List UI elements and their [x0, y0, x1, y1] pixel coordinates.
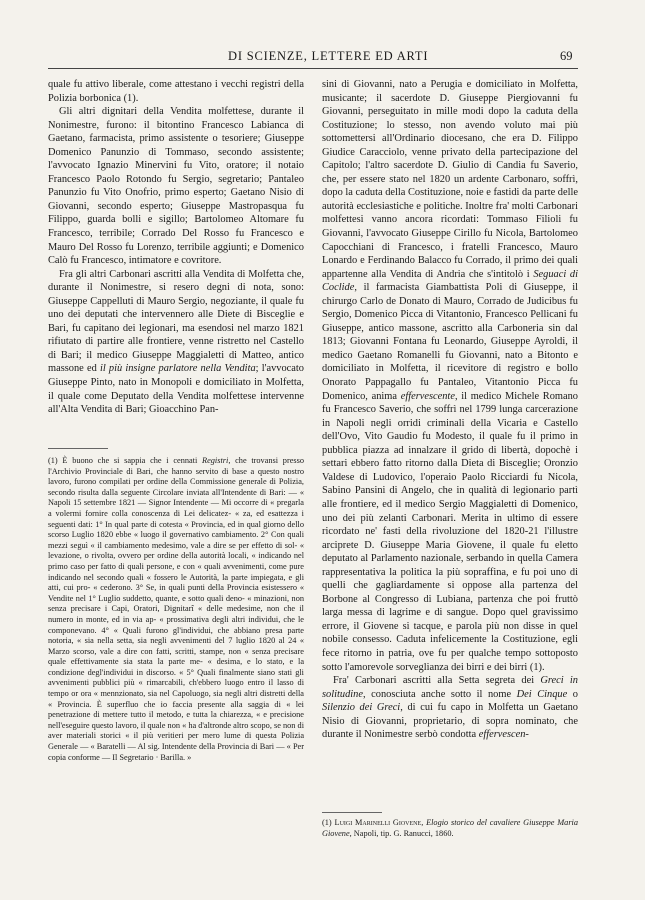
footnote-rule	[322, 812, 382, 813]
paragraph	[322, 78, 578, 674]
text-run: Fra' Carbonari ascritti alla Setta segreta dei	[333, 675, 535, 687]
text-run: (1) È buono che si sappia che i cennati	[48, 456, 198, 465]
text-run: o	[572, 688, 578, 700]
left-column	[48, 78, 304, 417]
text-run: Fra gli altri Carbonari ascritti alla Vendita di Molfetta che, durante il Nonimestre, si resero degni di nota, sono: Giuseppe Cappelluti di Mauro Sergio, negoziante, il quale fu uno dei deputati che intervennero alle Diete di Bisceglie e Bari, fu capitano dei legionari, ma esendosi nel marzo 1821 rifiutato di partire alle frontiere, venne ristretto nel Castello di Bari; il medico Giuseppe Maggialetti di Matteo, antico massone ed	[48, 268, 304, 375]
right-footnote	[322, 818, 578, 839]
text-run: , conosciuta anche sotto il nome	[362, 688, 512, 700]
text-run: sini di Giovanni, nato a Perugia e domiciliato in Molfetta, musicante; il sacerdote D. Giuseppe Piergiovanni fu Giovanni, perseguitato in mille modi dopo la caduta della Costituzione; lo stesso, non avendo voluto mai più sottomettersi all'Ordinario diocesano, che era D. Filippo Giudice Caracciolo, venne privato della partecipazione del Capitolo; l'altro sacerdote D. Giulio di Candia fu Saverio, che, per essere stato nel 1820 un ardente Carbonaro, soffrì, dopo la caduta della Costituzione, noie e fastidi da parte delle autorità ecclesiastiche e politiche. Inoltre fra' molti Carbonari molfettesi vanno ancora ricordati: Tommaso Filioli fu Giovanni, l'avvocato Giuseppe Cirillo fu Nicola, Bartolomeo Capocchiani di Francesco, i fratelli Francesco, Mauro Lonardo e Ferdinando Balacco fu Corrado, il primo dei quali appartenne alla Vendita di Andria che s'intitolò i	[322, 79, 578, 280]
text-run: , il farmacista Giambattista Poli di Giuseppe, il chirurgo Carlo de Donato di Mauro, Corrado de Judicibus fu Sergio, Domenico Picca di Vitantonio, Francesco Pellicani fu Giuseppe, antico massone, ascritto alla Carboneria sin dal 1813; Giovanni Fontana fu Leonardo, Giuseppe Ayroldi, il medico Gaetano Romanelli fu Giovanni, nato a Bitonto e domiciliato in Molfetta, il ricevitore di registro e bollo Onorato Pappagallo fu Pantaleo, Vitantonio Picca fu Domenico, anima	[322, 282, 578, 402]
italic-text: Greci in solitudine	[322, 675, 578, 700]
text-run: (1)	[322, 818, 332, 827]
author-name: Luigi Marinelli Giovene	[334, 818, 422, 827]
footnote-text: (1) Luigi Marinelli Giovene, Elogio storico del cavaliere Giuseppe Maria Giovene, Napoli, tip. G. Ranucci, 1860.	[322, 818, 578, 838]
page-number: 69	[560, 49, 573, 63]
italic-text: Elogio storico del cavaliere Giuseppe Maria Giovene	[322, 818, 578, 838]
text-run: , di cui fu capo in Molfetta un Gaetano Nisio di Giovanni, proprietario, di sopra nominato, che durante il Nonimestre serbò condotta	[322, 702, 578, 741]
running-title: DI SCIENZE, LETTERE ED ARTI	[228, 49, 429, 63]
footnote-text	[48, 456, 304, 763]
italic-text: effervescente	[400, 390, 455, 402]
right-column	[322, 78, 578, 742]
italic-text: Dei Cinque	[516, 688, 568, 700]
italic-text: Silenzio dei Greci	[322, 702, 401, 714]
paragraph: Gli altri dignitari della Vendita molfettese, durante il Nonimestre, furono: il bitontino Francesco Labianca di Gaetano, farmacista, primo assistente o tesoriere; Giuseppe Domenico Panunzio di Tommaso, secondo assistente; l'avvocato Ignazio Minervini fu Vito, oratore; il notaio Francesco Paolo Rotondo fu Sergio, segretario; Pantaleo Panunzio fu Vito Onofrio, primo esperto; Gaetano Nisio di Giovanni, secondo esperto; Giuseppe Mastropasqua fu Filippo, guarda bolli e sigillo; Bartolomeo Altomare fu Francesco, terribile; Corrado Del Rosso fu Francesco e Mauro Del Rosso fu Lorenzo, terribile aggiunti; e Domenico Calò fu Francesco, intimatore e covritore.	[48, 106, 304, 267]
text-run: ; l'avvocato Giuseppe Pinto, nato in Monopoli e domiciliato in Molfetta, il quale come Deputato della Vendita molfettese intervenne all'Alta Vendita di Bari; Gioacchino Pan-	[48, 363, 304, 416]
text-run: , il medico Michele Romano fu Francesco Saverio, che soffrì nel 1799 lunga carcerazione in Napoli negli orridi criminali della Vicaria e Castello dell'Ovo, Vito Gaudio fu Modesto, il quale fu il primo in pubblica piazza ad innalzare il grido di libertà, dopochè i settari ebbero fatto ritorno dalla Dieta di Bisceglie; Oronzio Valdese di Ludovico, l'operaio Paolo Ricciardi fu Nicola, Sabino Pansini di Angelo, che in qualità di legionario partì alle frontiere, ed il medico Sergio Maggialetti di Domenico, uno dei più zelanti Carbonari. Merita in ultimo di essere ricordato ne' fasti della rivoluzione del 1820-21 l'illustre arciprete D. Giuseppe Maria Giovene, il quale fu eletto deputato al Parlamento nazionale, serbando in quella Camera rappresentativa la politica la più sopraffina, e fu poi uno di quelli che gagliardamente si oppose alla partenza del Borbone al Congresso di Lubiana, partenza che poi fruttò larga messa di lagrime e di sangue. Dopo quel gravissimo errore, il Giovene si tacque, e parola più non disse in quel nobile consesso. Caduta infelicemente la Costituzione, egli fece ritorno in patria, ove fu per qualche tempo sottoposto sotto l'amorevole sorveglianza dei birri e dei birri (1).	[322, 390, 578, 673]
italic-text: il più insigne parlatore nella Vendita	[99, 363, 256, 375]
italic-text: Seguaci di Coclide	[322, 268, 578, 294]
paragraph	[48, 268, 304, 417]
paragraph	[322, 674, 578, 742]
paragraph: quale fu attivo liberale, come attestano i vecchi registri della Polizia borbonica (1).	[48, 79, 304, 104]
text-run: , che trovansi presso l'Archivio Provinciale di Bari, che hanno servito di base a questo nostro lavoro, furono compilati per ordine della Commissione generale di Polizia, secondo risulta dalla seguente Circolare inviata all'Intendente di Bari: — « Napoli 15 settembre 1821 — Signor Intendente — Mi occorre di « pregarla a volermi fornire colla conoscenza di Lei delicatez- « za, ed esattezza i seguenti dati: 1° In qual parte di cotesta « Provincia, ed in qual giorno dello scorso Luglio 1820 ebbe « luogo il governativo cambiamento. 2° Con quali mezzi seguì « il cambiamento medesimo, vale a dire se per effetto di sol- « levazione, o rivolta, ovvero per ordine della autorità locali, « indicando nel primo caso per fatto di quali persone, e con « quali avvenimenti, come pure indicando nel secondo quali « fossero le Autorità, la parte impiegata, e gli atti, cui pro- « cederono. 3° Se, in quali punti della Provincia esistessero « Vendite nel 1° Luglio suddetto, quante, e sotto quali deno- « minazioni, non senza precisare i Capi, Oratori, Dignitarî « delle medesime, non che il numero in monte, ed in via ap- « prossimativa degli altri individui, che le componevano. 4° « Quali furono gl'individui, che abbiano presa parte notoria, « sia nella setta, sia negli avvenimenti del 7 luglio 1820 al 24 « Marzo scorso, vale a dire con fatti, scritti, stampe, non « senza precisare quale effettivamente sia stata la parte me- « desima, e lo stato, e la condizione degl'individui in discorso. « 5° Quali finalmente siano stati gli avvenimenti pubblici più « rimarcabili, ch'ebbero luogo entro il lasso di tempo or ora « mennzionato, sia nel Capoluogo, sia negli altri distretti della « Provincia. È superfluo che io faccia presente alla saggia di « lei penetrazione di mettere tutto il metodo, e tutta la chiarezza, « e precisione nell'eseguire questo lavoro, il quale non « ha d'altronde altro scopo, se non di aver materiali storici « il più veritieri per mero lume di questa Polizia Generale — « Baratelli — Al sig. Intendente della Provincia di Bari — « Per copia conforme — Il Segretario · Barilla. »	[48, 456, 304, 762]
header-rule	[48, 68, 578, 69]
italic-text: Registri	[202, 456, 229, 465]
left-footnote	[48, 456, 304, 763]
text-run: , Napoli, tip. G. Ranucci, 1860.	[349, 828, 454, 838]
footnote-rule	[48, 448, 108, 449]
italic-text: effervescen-	[478, 729, 529, 741]
